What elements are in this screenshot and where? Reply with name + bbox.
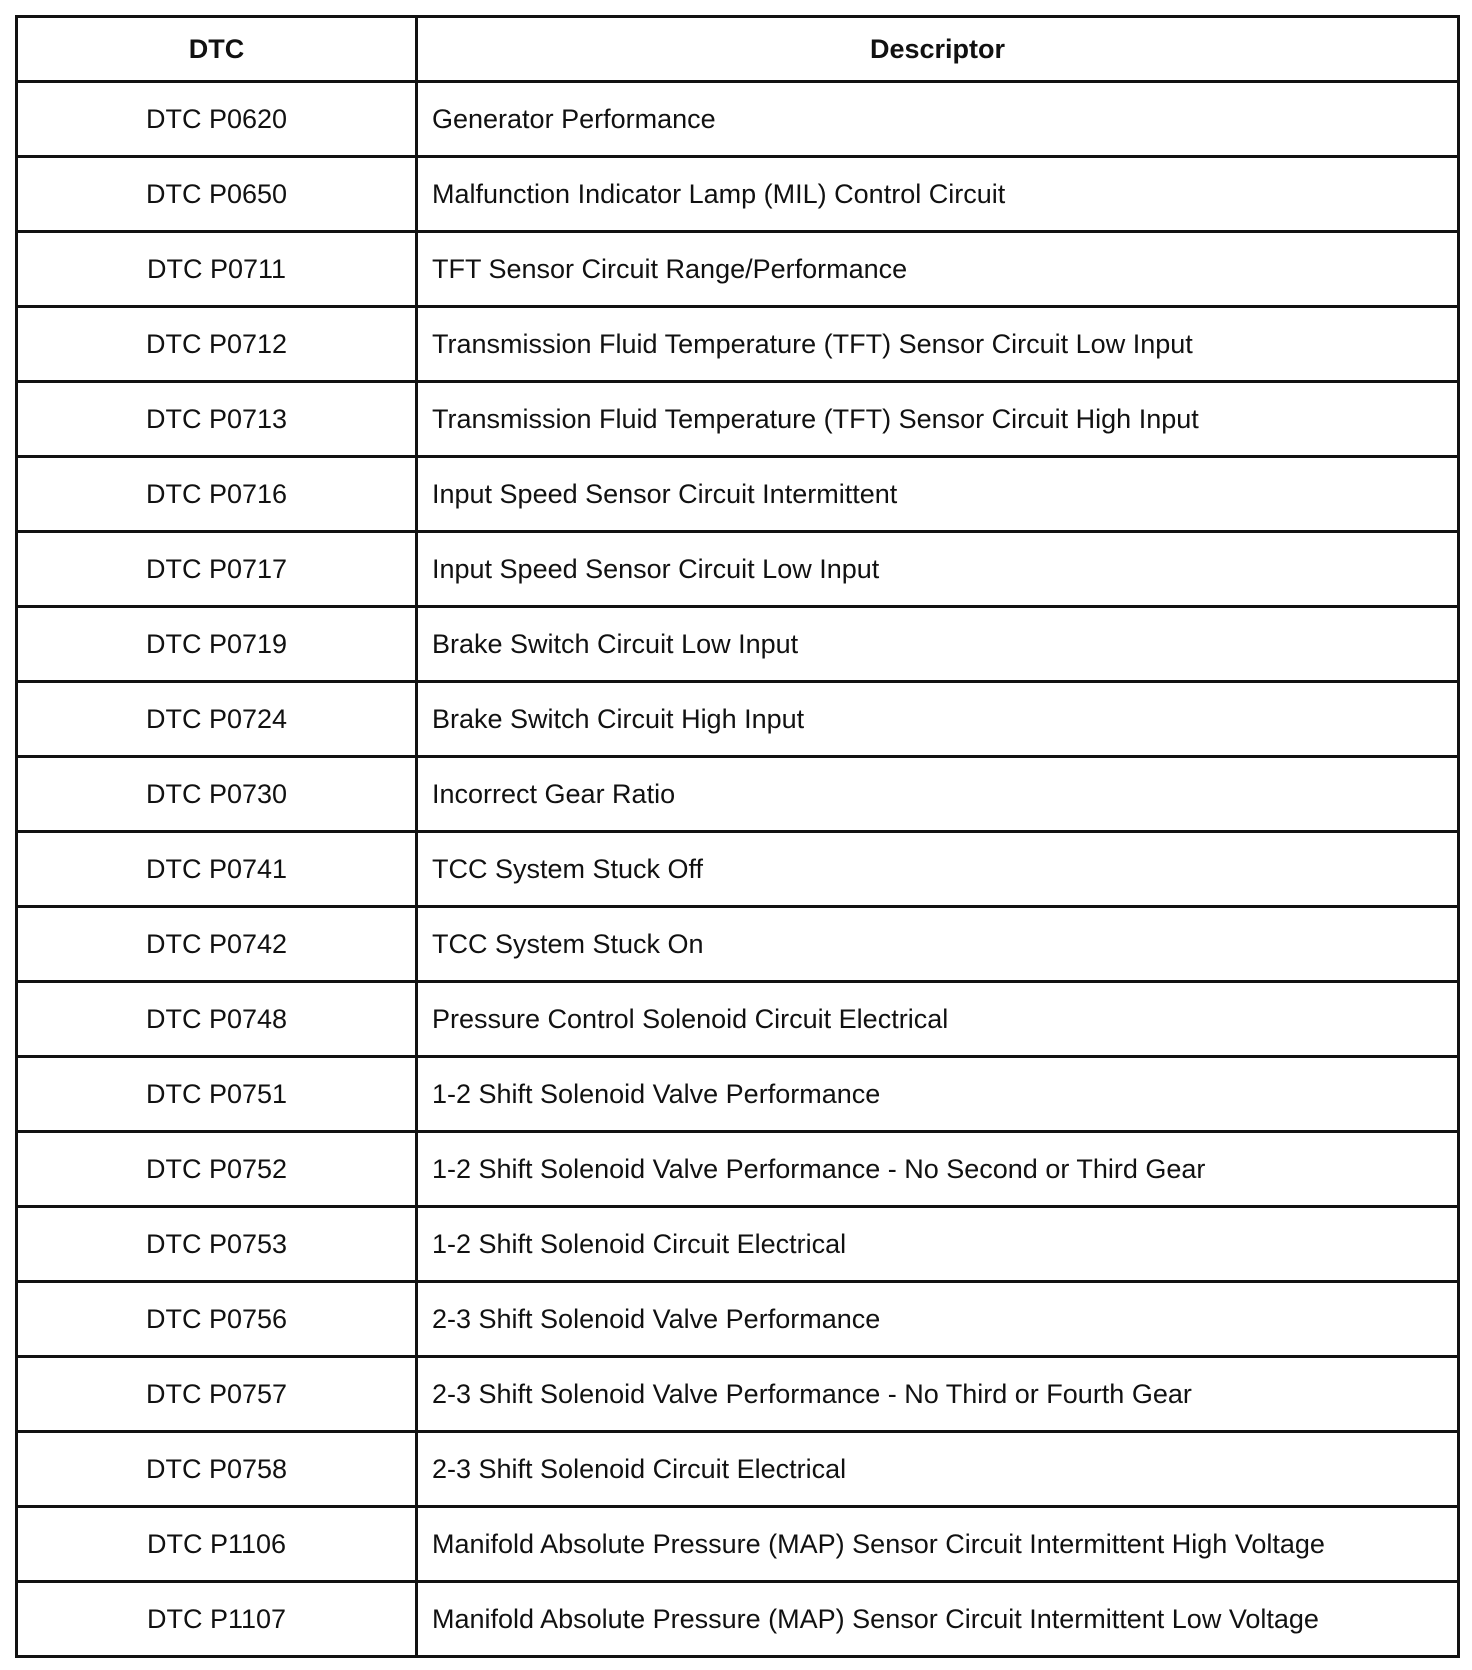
dtc-descriptor-cell: Brake Switch Circuit Low Input (417, 607, 1459, 682)
dtc-code-cell: DTC P0751 (17, 1057, 417, 1132)
table-header (17, 17, 1459, 82)
dtc-code-cell: DTC P0711 (17, 232, 417, 307)
table-row (17, 907, 1459, 982)
dtc-code-cell: DTC P0748 (17, 982, 417, 1057)
table-body (17, 82, 1459, 1657)
table-row (17, 1057, 1459, 1132)
header-descriptor: Descriptor (417, 17, 1459, 82)
dtc-descriptor-cell: 2-3 Shift Solenoid Valve Performance (417, 1282, 1459, 1357)
table-row (17, 1207, 1459, 1282)
table-row (17, 757, 1459, 832)
dtc-code-cell: DTC P1107 (17, 1582, 417, 1657)
table-row (17, 232, 1459, 307)
dtc-descriptor-cell: Malfunction Indicator Lamp (MIL) Control Circuit (417, 157, 1459, 232)
dtc-descriptor-cell: 2-3 Shift Solenoid Valve Performance - No Third or Fourth Gear (417, 1357, 1459, 1432)
dtc-descriptor-cell: Generator Performance (417, 82, 1459, 157)
header-dtc: DTC (17, 17, 417, 82)
dtc-code-cell: DTC P0719 (17, 607, 417, 682)
table-row (17, 1432, 1459, 1507)
dtc-descriptor-cell: Input Speed Sensor Circuit Intermittent (417, 457, 1459, 532)
dtc-code-cell: DTC P0757 (17, 1357, 417, 1432)
dtc-code-cell: DTC P0756 (17, 1282, 417, 1357)
table-row (17, 607, 1459, 682)
dtc-code-cell: DTC P0620 (17, 82, 417, 157)
dtc-code-cell: DTC P0713 (17, 382, 417, 457)
table-row (17, 82, 1459, 157)
dtc-code-cell: DTC P0724 (17, 682, 417, 757)
header-row (17, 17, 1459, 82)
dtc-descriptor-cell: Brake Switch Circuit High Input (417, 682, 1459, 757)
dtc-descriptor-cell: Transmission Fluid Temperature (TFT) Sensor Circuit High Input (417, 382, 1459, 457)
table-row (17, 157, 1459, 232)
dtc-descriptor-cell: Incorrect Gear Ratio (417, 757, 1459, 832)
table-row (17, 457, 1459, 532)
dtc-descriptor-cell: Pressure Control Solenoid Circuit Electrical (417, 982, 1459, 1057)
dtc-descriptor-cell: TCC System Stuck On (417, 907, 1459, 982)
dtc-code-cell: DTC P0712 (17, 307, 417, 382)
dtc-code-cell: DTC P0753 (17, 1207, 417, 1282)
dtc-descriptor-cell: 1-2 Shift Solenoid Valve Performance - No Second or Third Gear (417, 1132, 1459, 1207)
table-row (17, 532, 1459, 607)
dtc-code-cell: DTC P0742 (17, 907, 417, 982)
dtc-code-cell: DTC P0758 (17, 1432, 417, 1507)
dtc-descriptor-cell: 2-3 Shift Solenoid Circuit Electrical (417, 1432, 1459, 1507)
table-row (17, 307, 1459, 382)
dtc-code-cell: DTC P0716 (17, 457, 417, 532)
dtc-code-cell: DTC P0752 (17, 1132, 417, 1207)
table-row (17, 1282, 1459, 1357)
dtc-descriptor-cell: Transmission Fluid Temperature (TFT) Sensor Circuit Low Input (417, 307, 1459, 382)
table-row (17, 832, 1459, 907)
dtc-descriptor-cell: TCC System Stuck Off (417, 832, 1459, 907)
dtc-code-cell: DTC P1106 (17, 1507, 417, 1582)
dtc-descriptor-cell: Manifold Absolute Pressure (MAP) Sensor Circuit Intermittent High Voltage (417, 1507, 1459, 1582)
dtc-descriptor-cell: Manifold Absolute Pressure (MAP) Sensor Circuit Intermittent Low Voltage (417, 1582, 1459, 1657)
dtc-descriptor-cell: Input Speed Sensor Circuit Low Input (417, 532, 1459, 607)
dtc-descriptor-cell: 1-2 Shift Solenoid Valve Performance (417, 1057, 1459, 1132)
dtc-descriptor-cell: TFT Sensor Circuit Range/Performance (417, 232, 1459, 307)
dtc-code-cell: DTC P0741 (17, 832, 417, 907)
table-row (17, 1357, 1459, 1432)
table-row (17, 982, 1459, 1057)
table-row (17, 1132, 1459, 1207)
dtc-code-cell: DTC P0717 (17, 532, 417, 607)
table-row (17, 382, 1459, 457)
dtc-code-cell: DTC P0650 (17, 157, 417, 232)
table-row (17, 1507, 1459, 1582)
dtc-code-cell: DTC P0730 (17, 757, 417, 832)
table-row (17, 682, 1459, 757)
dtc-table (15, 15, 1460, 1658)
dtc-descriptor-cell: 1-2 Shift Solenoid Circuit Electrical (417, 1207, 1459, 1282)
table-row (17, 1582, 1459, 1657)
